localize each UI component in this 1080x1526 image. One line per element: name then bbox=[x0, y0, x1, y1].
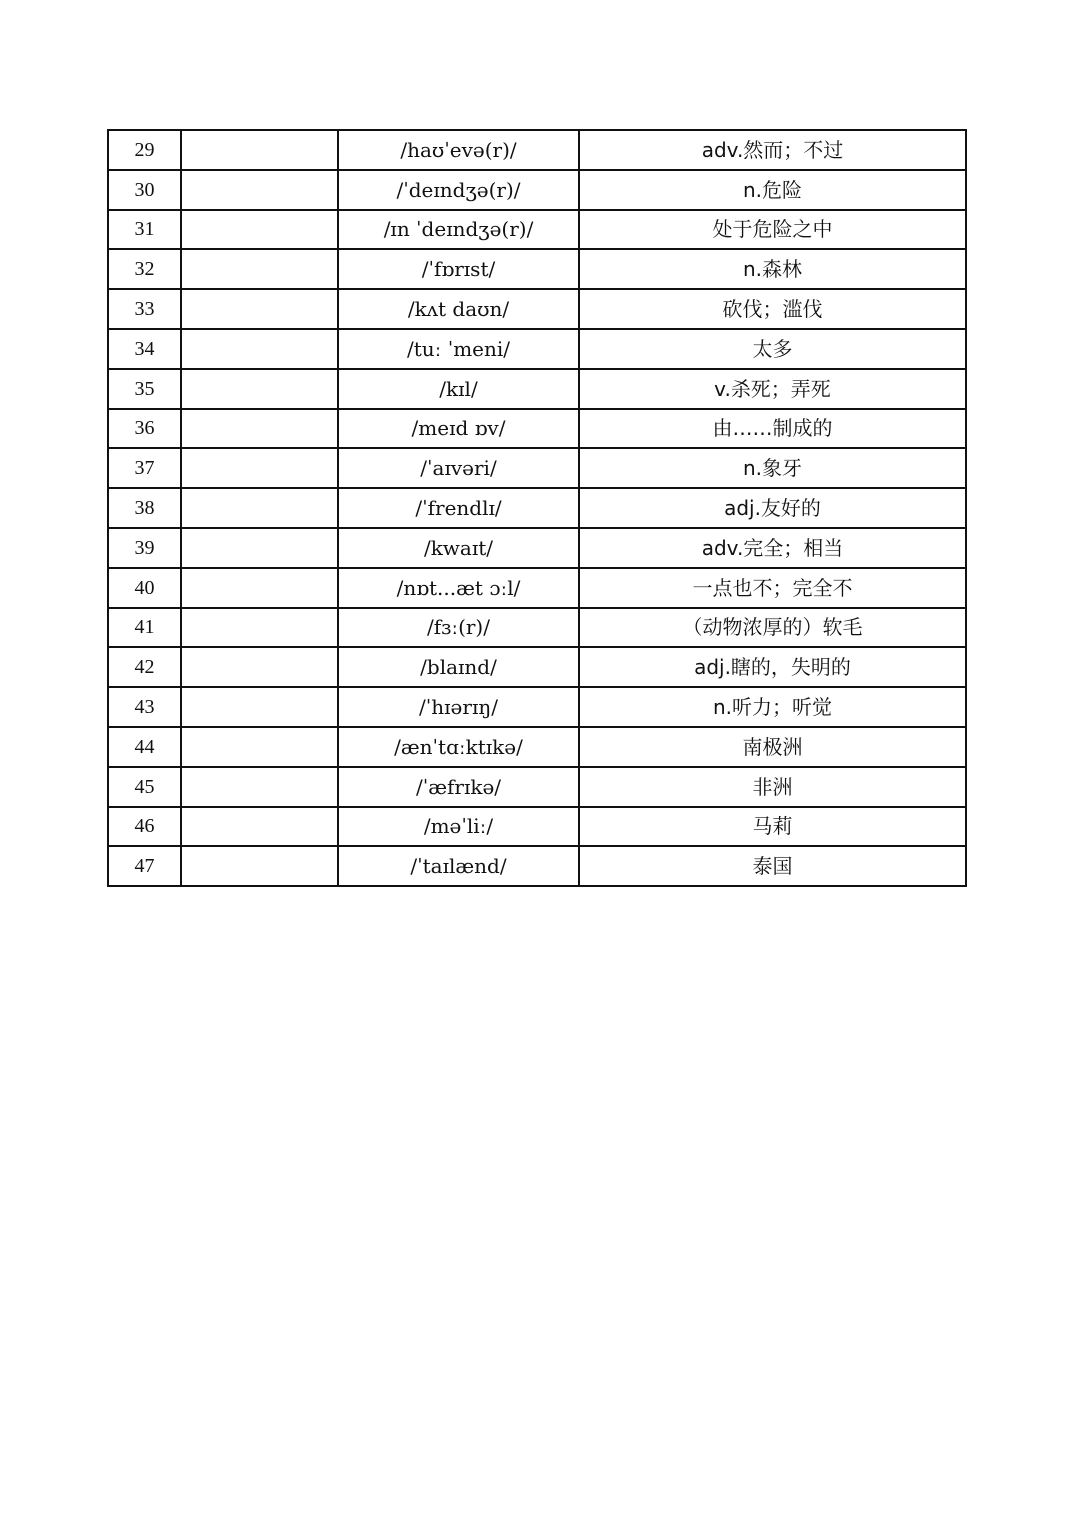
phonetic-cell: /kɪl/ bbox=[338, 369, 579, 409]
table-row bbox=[108, 369, 966, 409]
meaning-cell: 由……制成的 bbox=[579, 409, 966, 449]
row-number-cell: 38 bbox=[108, 488, 181, 528]
table-row bbox=[108, 488, 966, 528]
phonetic-cell: /meɪd ɒv/ bbox=[338, 409, 579, 449]
table-row bbox=[108, 687, 966, 727]
row-number-cell: 43 bbox=[108, 687, 181, 727]
phonetic-cell: /kwaɪt/ bbox=[338, 528, 579, 568]
phonetic-cell: /haʊˈevə(r)/ bbox=[338, 130, 579, 170]
table-row bbox=[108, 807, 966, 847]
meaning-cell: 太多 bbox=[579, 329, 966, 369]
word-cell bbox=[181, 647, 338, 687]
table-row bbox=[108, 130, 966, 170]
table-row bbox=[108, 647, 966, 687]
row-number-cell: 42 bbox=[108, 647, 181, 687]
table-row bbox=[108, 846, 966, 886]
phonetic-cell: /ˈæfrɪkə/ bbox=[338, 767, 579, 807]
phonetic-cell: /ˈaɪvəri/ bbox=[338, 448, 579, 488]
meaning-cell: v.杀死；弄死 bbox=[579, 369, 966, 409]
word-cell bbox=[181, 568, 338, 608]
table-row bbox=[108, 608, 966, 648]
vocabulary-table-body bbox=[108, 130, 966, 886]
meaning-cell: 南极洲 bbox=[579, 727, 966, 767]
table-row bbox=[108, 448, 966, 488]
vocabulary-table bbox=[107, 129, 967, 887]
row-number-cell: 36 bbox=[108, 409, 181, 449]
word-cell bbox=[181, 528, 338, 568]
phonetic-cell: /ænˈtɑːktɪkə/ bbox=[338, 727, 579, 767]
meaning-cell: n.危险 bbox=[579, 170, 966, 210]
phonetic-cell: /məˈliː/ bbox=[338, 807, 579, 847]
row-number-cell: 30 bbox=[108, 170, 181, 210]
word-cell bbox=[181, 608, 338, 648]
word-cell bbox=[181, 767, 338, 807]
row-number-cell: 44 bbox=[108, 727, 181, 767]
row-number-cell: 41 bbox=[108, 608, 181, 648]
word-cell bbox=[181, 369, 338, 409]
row-number-cell: 32 bbox=[108, 249, 181, 289]
phonetic-cell: /ɪn ˈdeɪndʒə(r)/ bbox=[338, 210, 579, 250]
table-row bbox=[108, 289, 966, 329]
meaning-cell: n.听力；听觉 bbox=[579, 687, 966, 727]
row-number-cell: 31 bbox=[108, 210, 181, 250]
meaning-cell: 泰国 bbox=[579, 846, 966, 886]
meaning-cell: 非洲 bbox=[579, 767, 966, 807]
table-row bbox=[108, 528, 966, 568]
phonetic-cell: /blaɪnd/ bbox=[338, 647, 579, 687]
word-cell bbox=[181, 488, 338, 528]
meaning-cell: adj.友好的 bbox=[579, 488, 966, 528]
meaning-cell: 处于危险之中 bbox=[579, 210, 966, 250]
word-cell bbox=[181, 807, 338, 847]
meaning-cell: adv.然而；不过 bbox=[579, 130, 966, 170]
word-cell bbox=[181, 289, 338, 329]
phonetic-cell: /ˈdeɪndʒə(r)/ bbox=[338, 170, 579, 210]
phonetic-cell: /ˈhɪərɪŋ/ bbox=[338, 687, 579, 727]
row-number-cell: 39 bbox=[108, 528, 181, 568]
word-cell bbox=[181, 210, 338, 250]
meaning-cell: adj.瞎的，失明的 bbox=[579, 647, 966, 687]
word-cell bbox=[181, 329, 338, 369]
meaning-cell: adv.完全；相当 bbox=[579, 528, 966, 568]
row-number-cell: 45 bbox=[108, 767, 181, 807]
table-row bbox=[108, 727, 966, 767]
phonetic-cell: /ˈfrendlɪ/ bbox=[338, 488, 579, 528]
row-number-cell: 35 bbox=[108, 369, 181, 409]
word-cell bbox=[181, 409, 338, 449]
phonetic-cell: /tuː ˈmeni/ bbox=[338, 329, 579, 369]
word-cell bbox=[181, 846, 338, 886]
table-row bbox=[108, 170, 966, 210]
row-number-cell: 37 bbox=[108, 448, 181, 488]
phonetic-cell: /kʌt daʊn/ bbox=[338, 289, 579, 329]
meaning-cell: 马莉 bbox=[579, 807, 966, 847]
table-row bbox=[108, 249, 966, 289]
row-number-cell: 40 bbox=[108, 568, 181, 608]
meaning-cell: 砍伐；滥伐 bbox=[579, 289, 966, 329]
phonetic-cell: /nɒt...æt ɔːl/ bbox=[338, 568, 579, 608]
word-cell bbox=[181, 170, 338, 210]
row-number-cell: 34 bbox=[108, 329, 181, 369]
word-cell bbox=[181, 448, 338, 488]
row-number-cell: 46 bbox=[108, 807, 181, 847]
row-number-cell: 47 bbox=[108, 846, 181, 886]
word-cell bbox=[181, 130, 338, 170]
table-row bbox=[108, 409, 966, 449]
phonetic-cell: /ˈtaɪlænd/ bbox=[338, 846, 579, 886]
row-number-cell: 33 bbox=[108, 289, 181, 329]
table-row bbox=[108, 329, 966, 369]
table-row bbox=[108, 568, 966, 608]
word-cell bbox=[181, 249, 338, 289]
meaning-cell: n.森林 bbox=[579, 249, 966, 289]
word-cell bbox=[181, 687, 338, 727]
table-row bbox=[108, 210, 966, 250]
table-row bbox=[108, 767, 966, 807]
meaning-cell: n.象牙 bbox=[579, 448, 966, 488]
phonetic-cell: /fɜː(r)/ bbox=[338, 608, 579, 648]
row-number-cell: 29 bbox=[108, 130, 181, 170]
phonetic-cell: /ˈfɒrɪst/ bbox=[338, 249, 579, 289]
meaning-cell: 一点也不；完全不 bbox=[579, 568, 966, 608]
word-cell bbox=[181, 727, 338, 767]
meaning-cell: （动物浓厚的）软毛 bbox=[579, 608, 966, 648]
